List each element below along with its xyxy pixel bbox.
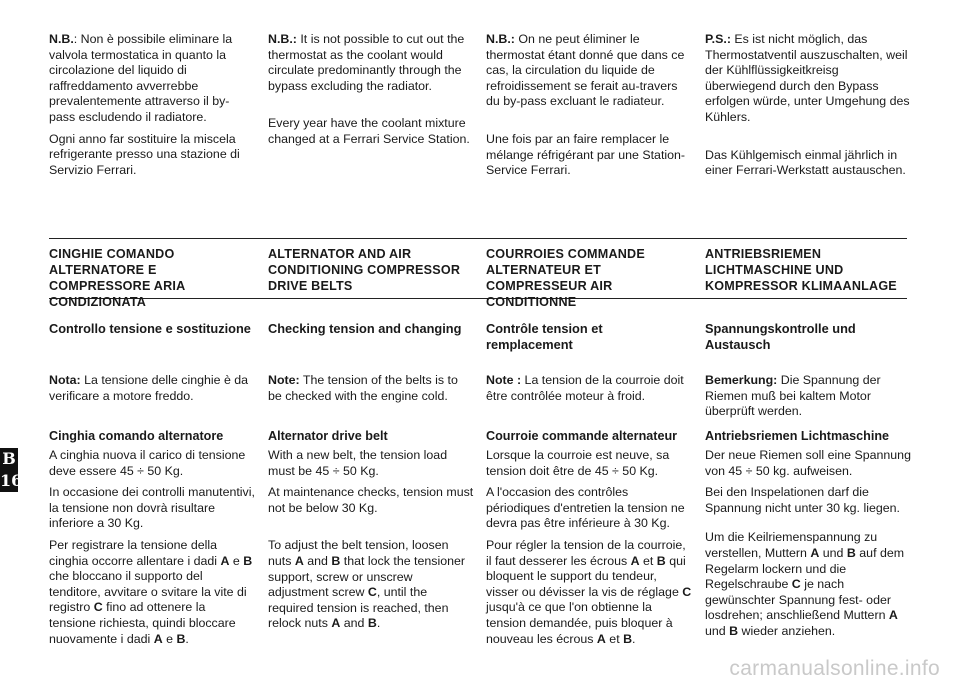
heading-it: Cinghia comando alternatore — [49, 429, 224, 443]
new-belt-fr: Lorsque la courroie est neuve, sa tension doit être de 45 ÷ 50 Kg. — [486, 448, 670, 478]
adjust-en: To adjust the belt tension, loosen nuts A and B that lock the tensioner support, screw or unscrew adjustment screw C, until the required tension is reached, then relock nuts A and B. — [268, 538, 466, 631]
note-it: Nota: La tensione delle cinghie è da verificare a motore freddo. — [49, 373, 249, 403]
maintenance-it: In occasione dei controlli manutentivi, la tensione non dovrà risultare inferiore a 30 Kg. — [49, 485, 255, 531]
adjust-fr: Pour régler la tension de la courroie, il faut desserer les écrous A et B qui bloquent le support du tendeur, visser ou dévisser la vis de réglage C jusqu'à ce que l'on obtienne la tension demandée, puis bloquer à nouveau les écrous A et B. — [486, 537, 692, 646]
coolant-change-fr: Une fois par an faire remplacer le mélange réfrigérant par une Station-Service Ferrari. — [486, 131, 686, 178]
subtitle-en: Checking tension and changing — [268, 321, 462, 336]
maintenance-fr: A l'occasion des contrôles périodiques d'entretien la tension ne devra pas être inférieure à 30 Kg. — [486, 485, 685, 531]
note-de: Bemerkung: Die Spannung der Riemen muß bei kaltem Motor überprüft werden. — [705, 373, 881, 419]
new-belt-en: With a new belt, the tension load must be 45 ÷ 50 Kg. — [268, 448, 448, 478]
nb-fr: N.B.: On ne peut éliminer le thermostat étant donné que dans ce cas, la circulation du liquide de refroidissement se ferait au-travers du by-pass excluant le radiateur. — [486, 32, 685, 109]
section-title-fr: COURROIES COMMANDE ALTERNATEUR ET COMPRESSEUR AIR CONDITIONNE — [486, 247, 645, 309]
heading-fr: Courroie commande alternateur — [486, 429, 678, 443]
coolant-change-de: Das Kühlgemisch einmal jährlich in einer Ferrari-Werkstatt austauschen. — [705, 147, 906, 178]
watermark: carmanualsonline.info — [729, 657, 940, 680]
top-note-it — [49, 32, 255, 184]
body-it — [49, 428, 255, 653]
ps-de: P.S.: Es ist nicht möglich, das Thermostatventil auszuschalten, weil der Kühlflüssigkeitkreisg überwiegend durch den Bypass erfolgen würde, unter Umgehung des Kühlers. — [705, 32, 910, 124]
new-belt-de: Der neue Riemen soll eine Spannung von 45 ÷ 50 kg. aufweisen. — [705, 448, 911, 478]
rule-top — [49, 238, 907, 239]
subtitle-de: Spannungskontrolle und Austausch — [705, 321, 856, 352]
top-note-en — [268, 32, 474, 154]
nb-en: N.B.: It is not possible to cut out the thermostat as the coolant would circulate predominantly through the bypass excluding the radiator. — [268, 32, 465, 93]
section-title-it: CINGHIE COMANDO ALTERNATORE E COMPRESSORE ARIA CONDIZIONATA — [49, 247, 185, 309]
coolant-change-en: Every year have the coolant mixture changed at a Ferrari Service Station. — [268, 116, 470, 146]
body-fr — [486, 428, 692, 653]
maintenance-de: Bei den Inspelationen darf die Spannung nicht unter 30 kg. liegen. — [705, 485, 900, 515]
heading-de: Antriebsriemen Lichtmaschine — [705, 429, 890, 443]
top-note-de — [705, 32, 911, 185]
heading-en: Alternator drive belt — [268, 429, 388, 443]
section-tab-number: 16 — [0, 471, 23, 490]
nb-it: N.B.: Non è possibile eliminare la valvola termostatica in quanto la circolazione del liquido di raffreddamento avverrebbe prevalentemente attraverso il by-pass escludendo il radiatore. — [49, 32, 233, 124]
note-fr: Note : La tension de la courroie doit être contrôlée moteur à froid. — [486, 373, 684, 403]
top-note-fr — [486, 32, 692, 185]
body-de — [705, 428, 911, 646]
section-title-en: ALTERNATOR AND AIR CONDITIONING COMPRESSOR DRIVE BELTS — [268, 247, 461, 293]
section-title-de: ANTRIEBSRIEMEN LICHTMASCHINE UND KOMPRESSOR KLIMAANLAGE — [705, 247, 897, 293]
section-tab-letter: B — [0, 448, 18, 470]
maintenance-en: At maintenance checks, tension must not be below 30 Kg. — [268, 485, 474, 515]
subtitle-fr: Contrôle tension et remplacement — [486, 321, 603, 352]
adjust-de: Um die Keilriemenspannung zu verstellen, Muttern A und B auf dem Regelarm lockern und die Regelschraube C je nach gewünschter Spannung fest- oder losdrehen; anschließend Muttern A und B wieder anziehen. — [705, 530, 905, 638]
note-en: Note: The tension of the belts is to be checked with the engine cold. — [268, 373, 458, 403]
coolant-change-it: Ogni anno far sostituire la miscela refrigerante presso una stazione di Servizio Ferrari. — [49, 131, 240, 177]
new-belt-it: A cinghia nuova il carico di tensione deve essere 45 ÷ 50 Kg. — [49, 448, 246, 478]
adjust-it: Per registrare la tensione della cinghia occorre allentare i dadi A e B che bloccano il supporto del tenditore, avvitare o svitare la vite di registro C fino ad ottenere la tensione richiesta, quindi bloccare nuovamente i dadi A e B. — [49, 537, 253, 646]
subtitle-it: Controllo tensione e sostituzione — [49, 321, 251, 336]
body-en — [268, 428, 474, 638]
